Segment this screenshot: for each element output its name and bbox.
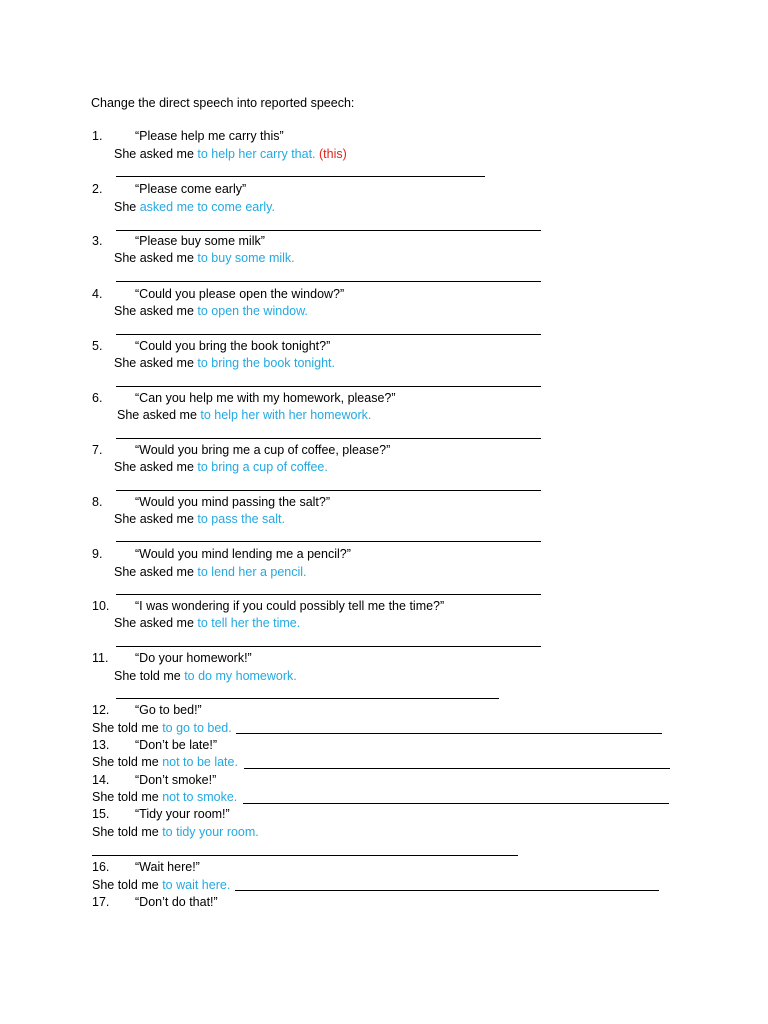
- answer-prefix: She asked me: [117, 408, 197, 422]
- answer-line: [116, 438, 541, 439]
- answer-prefix: She asked me: [114, 565, 194, 579]
- answer-prefix: She told me: [92, 790, 159, 804]
- exercise-number: 12.: [92, 703, 110, 717]
- exercise-quote: “Don’t smoke!”: [135, 773, 217, 787]
- answer-text: to bring a cup of coffee.: [197, 460, 328, 474]
- answer-prefix: She told me: [92, 878, 159, 892]
- exercise-answer: [114, 199, 275, 215]
- answer-text: to tidy your room.: [162, 825, 259, 839]
- answer-text: to buy some milk.: [197, 251, 295, 265]
- exercise-answer: [114, 355, 335, 371]
- exercise-answer: [114, 564, 307, 580]
- exercise-answer: [114, 668, 297, 684]
- answer-prefix: She told me: [114, 669, 181, 683]
- exercise-quote: “Could you bring the book tonight?”: [135, 339, 331, 353]
- answer-text: to tell her the time.: [197, 616, 301, 630]
- answer-text: to pass the salt.: [197, 512, 285, 526]
- exercise-answer: [114, 146, 347, 162]
- exercise-number: 6.: [92, 391, 103, 405]
- answer-prefix: She asked me: [114, 304, 194, 318]
- exercise-quote: “Do your homework!”: [135, 651, 252, 665]
- answer-line: [116, 281, 541, 282]
- exercise-quote: “Would you bring me a cup of coffee, please?”: [135, 443, 391, 457]
- answer-prefix: She asked me: [114, 616, 194, 630]
- exercise-quote: “Please help me carry this”: [135, 129, 284, 143]
- exercise-number: 14.: [92, 773, 110, 787]
- answer-text: not to smoke.: [162, 790, 238, 804]
- exercise-answer: [92, 720, 232, 736]
- answer-line: [116, 646, 541, 647]
- exercise-number: 9.: [92, 547, 103, 561]
- exercise-number: 4.: [92, 287, 103, 301]
- answer-line: [116, 386, 541, 387]
- exercise-quote: “Would you mind lending me a pencil?”: [135, 547, 351, 561]
- answer-prefix: She told me: [92, 755, 159, 769]
- instructions-heading: Change the direct speech into reported speech:: [91, 96, 355, 110]
- exercise-number: 15.: [92, 807, 110, 821]
- answer-prefix: She asked me: [114, 147, 194, 161]
- answer-text: to do my homework.: [184, 669, 297, 683]
- answer-prefix: She asked me: [114, 356, 194, 370]
- exercise-number: 1.: [92, 129, 103, 143]
- exercise-answer: [114, 511, 285, 527]
- exercise-answer: [92, 877, 230, 893]
- answer-line: [116, 541, 541, 542]
- exercise-number: 16.: [92, 860, 110, 874]
- answer-line: [116, 176, 485, 177]
- answer-text: to help her with her homework.: [200, 408, 372, 422]
- exercise-quote: “Don’t do that!”: [135, 895, 218, 909]
- answer-line: [116, 698, 499, 699]
- answer-text: to wait here.: [162, 878, 231, 892]
- answer-text: to lend her a pencil.: [197, 565, 307, 579]
- exercise-quote: “Go to bed!”: [135, 703, 202, 717]
- exercise-answer: [92, 789, 237, 805]
- answer-prefix: She: [114, 200, 137, 214]
- exercise-number: 17.: [92, 895, 110, 909]
- exercise-number: 3.: [92, 234, 103, 248]
- exercise-number: 5.: [92, 339, 103, 353]
- answer-line: [236, 733, 662, 734]
- answer-prefix: She asked me: [114, 251, 194, 265]
- answer-prefix: She asked me: [114, 512, 194, 526]
- exercise-answer: [92, 754, 238, 770]
- answer-line: [243, 803, 669, 804]
- exercise-answer: [117, 407, 371, 423]
- answer-line: [116, 594, 541, 595]
- exercise-quote: “Would you mind passing the salt?”: [135, 495, 331, 509]
- exercise-number: 7.: [92, 443, 103, 457]
- exercise-quote: “Don’t be late!”: [135, 738, 217, 752]
- exercise-quote: “Could you please open the window?”: [135, 287, 345, 301]
- answer-text: to go to bed.: [162, 721, 232, 735]
- answer-note: (this): [319, 147, 347, 161]
- exercise-answer: [92, 824, 259, 840]
- exercise-answer: [114, 615, 300, 631]
- exercise-quote: “Can you help me with my homework, please?”: [135, 391, 396, 405]
- answer-line: [116, 334, 541, 335]
- answer-line: [116, 230, 541, 231]
- answer-prefix: She asked me: [114, 460, 194, 474]
- exercise-quote: “Please come early”: [135, 182, 247, 196]
- answer-text: to open the window.: [197, 304, 308, 318]
- answer-line: [92, 855, 518, 856]
- exercise-number: 8.: [92, 495, 103, 509]
- exercise-number: 10.: [92, 599, 110, 613]
- answer-line: [235, 890, 659, 891]
- exercise-number: 13.: [92, 738, 110, 752]
- exercise-number: 2.: [92, 182, 103, 196]
- exercise-quote: “Wait here!”: [135, 860, 200, 874]
- exercise-quote: “I was wondering if you could possibly tell me the time?”: [135, 599, 445, 613]
- exercise-quote: “Please buy some milk”: [135, 234, 265, 248]
- answer-text: to bring the book tonight.: [197, 356, 336, 370]
- exercise-answer: [114, 459, 328, 475]
- exercise-number: 11.: [92, 651, 109, 665]
- answer-prefix: She told me: [92, 825, 159, 839]
- answer-text: not to be late.: [162, 755, 238, 769]
- answer-prefix: She told me: [92, 721, 159, 735]
- answer-text: asked me to come early.: [139, 200, 275, 214]
- answer-line: [116, 490, 541, 491]
- exercise-answer: [114, 303, 308, 319]
- answer-text: to help her carry that.: [197, 147, 316, 161]
- answer-line: [244, 768, 670, 769]
- exercise-answer: [114, 250, 295, 266]
- exercise-quote: “Tidy your room!”: [135, 807, 230, 821]
